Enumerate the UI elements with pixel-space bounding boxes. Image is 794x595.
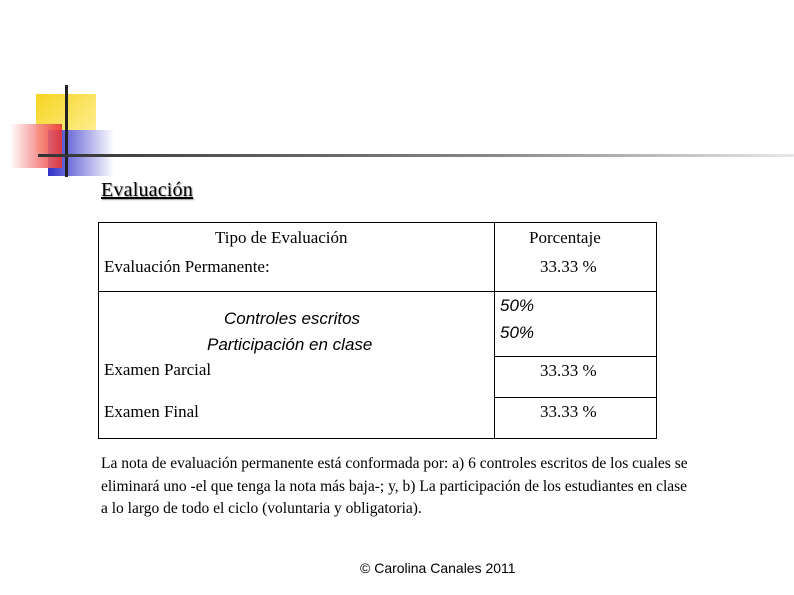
parcial-label: Examen Parcial [104,360,212,379]
final-value: 33.33 % [540,402,597,421]
sub-item-participacion-label: Participación en clase [207,335,373,354]
sub-item-controles-label: Controles escritos [224,309,361,328]
slide-logo-graphic [0,0,794,190]
slide-title: Evaluación [101,179,193,201]
column-header-type: Tipo de Evaluación [215,228,348,247]
final-label: Examen Final [104,402,199,421]
red-square [10,124,62,168]
sub-item-controles-value: 50% [500,296,535,315]
copyright-footer: © Carolina Canales 2011 [360,560,516,576]
horizontal-line [38,154,794,157]
permanente-label: Evaluación Permanente: [104,257,270,276]
permanente-value: 33.33 % [540,257,597,276]
column-header-percent: Porcentaje [529,228,601,247]
evaluation-table [98,222,657,439]
vertical-line [65,85,68,177]
sub-item-participacion-value: 50% [500,323,535,342]
parcial-value: 33.33 % [540,361,597,380]
evaluation-note: La nota de evaluación permanente está conformada por: a) 6 controles escritos de los cuales se eliminará uno -el que tenga la nota más baja-; y, b) La participación de los estudiantes en clase a lo largo de todo el ciclo (voluntaria y obligatoria). [101,455,688,517]
